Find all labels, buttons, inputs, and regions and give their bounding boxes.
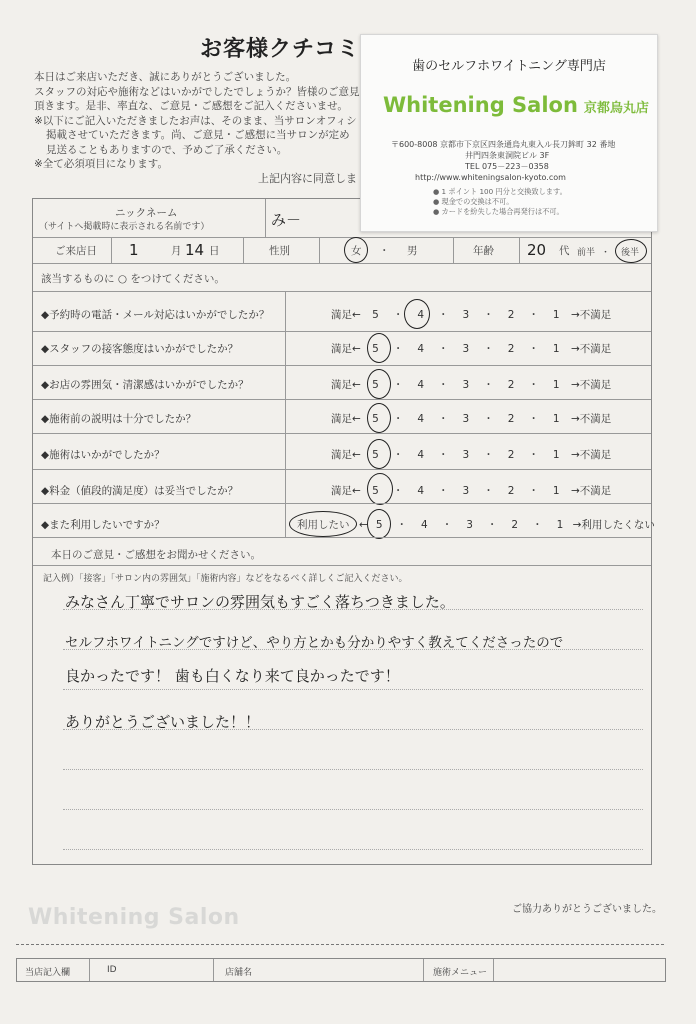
selected-circle	[367, 333, 391, 363]
question-1: ◆予約時の電話・メール対応はいかがでしたか？	[41, 309, 270, 321]
rating-scale: 満足← 5 ・ 4 ・ 3 ・ 2 ・ 1 →不満足	[331, 343, 612, 355]
note-line: ● 現金での交換は不可。	[433, 197, 514, 206]
cut-line	[16, 944, 664, 945]
menu-label: 施術メニュー	[433, 968, 488, 978]
age-unit: 代	[559, 245, 570, 257]
comment-header: 本日のご意見・ご感想をお聞かせください。	[51, 549, 261, 561]
selected-circle	[344, 237, 368, 263]
question-7: ◆また利用したいですか？	[41, 519, 165, 531]
visit-month: 1	[129, 241, 139, 259]
card-logo	[383, 93, 649, 117]
address-line: TEL 075－223－0358	[465, 162, 549, 171]
question-6: ◆料金（値段的満足度）は妥当でしたか？	[41, 485, 239, 497]
question-3: ◆お店の雰囲気・清潔感はいかがでしたか？	[41, 379, 249, 391]
comment-line: みなさん丁寧でサロンの雰囲気もすごく落ちつきました。	[65, 593, 455, 611]
question-2: ◆スタッフの接客態度はいかがでしたか？	[41, 343, 239, 355]
survey-form: ニックネーム （サイトへ掲載時に表示される名前です） み－ ご来店日 1 月 14 日 性別 女 ・ 男 年齢 20 代 前半 ・ 後半 該当するものに ○ をつけてください。 ◆予約時の電話・メール対応はいかがでしたか？ 満足← 5 ・ 4 ・ 3 ・ 2 ・ 1 →不満足 ◆スタッフの接客態度はいかがでしたか？ 満足← 5 ・ 4 ・ 3 ・ 2 ・ 1 →不満足 ◆お店の雰囲気・清潔感はいかがでしたか？ 満足← 5 ・ 4 ・ 3 ・ 2 ・ 1 →不満足 ◆施術前の説明は十分でしたか？ 満足← 5 ・ 4 ・ 3 ・ 2 ・ 1 →不満足 ◆施術はいかがでしたか？ 満足← 5 ・ 4 ・ 3 ・ 2 ・ 1 →不満足 ◆料金（値段的満足度）は妥当でしたか？ 満足← 5 ・ 4 ・ 3 ・ 2 ・ 1 →不満足 ◆また利用したいですか？ 利用したい ← 5 ・ 4 ・ 3 ・ 2 ・ 1 →利用したくない 本日のご意見・ご感想をお聞かせください。 記入例）「接客」「サロン内の雰囲気」「施術内容」などをなるべく詳しくご記入ください。 みなさん丁寧でサロンの雰囲気もすごく落ちつきました。 セルフホワイトニングですけど、やり方とかも分かりやすく教えてくださったので 良かったです！ 歯も白くなり来て良かったです！ ありがとうございました！！	[32, 198, 652, 865]
selected-circle	[367, 509, 391, 539]
visit-label: ご来店日	[55, 245, 97, 257]
intro-line: スタッフの対応や施術などはいかがでしたでしょうか？皆様のご意見	[34, 85, 360, 98]
visit-day: 14	[185, 241, 205, 259]
address-line: 〒600-8008 京都市下京区四条通烏丸東入ル長刀鉾町 32 番地	[391, 140, 616, 149]
address-line: 井門四条東洞院ビル 3F	[465, 151, 550, 160]
id-label: ID	[107, 965, 117, 975]
instruction: 該当するものに ○ をつけてください。	[41, 273, 225, 285]
gender-male: 男	[407, 245, 418, 257]
comment-line: セルフホワイトニングですけど、やり方とかも分かりやすく教えてくださったので	[65, 635, 564, 651]
intro-line: ※全て必須項目になります。	[34, 158, 168, 170]
day-unit: 日	[209, 245, 220, 257]
intro-line: 掲載させていただきます。尚、ご意見・ご感想に当サロンが定め	[46, 129, 350, 141]
address-line: http://www.whiteningsalon-kyoto.com	[415, 173, 566, 182]
intro-line: 見送ることもありますので、予めご了承ください。	[46, 143, 288, 156]
rating-scale: ← 5 ・ 4 ・ 3 ・ 2 ・ 1 →利用したくない	[359, 519, 655, 531]
selected-circle	[289, 511, 357, 537]
note-line: ● 1 ポイント 100 円分と交換致します。	[433, 187, 567, 196]
gender-label: 性別	[269, 245, 290, 257]
intro-text	[34, 70, 364, 172]
comment-line: ありがとうございました！！	[65, 713, 261, 731]
nickname-value: み－	[271, 211, 302, 229]
month-unit: 月	[171, 245, 182, 257]
footer-logo: Whitening Salon	[28, 905, 240, 930]
question-5: ◆施術はいかがでしたか？	[41, 449, 165, 461]
card-title: 歯のセルフホワイトニング専門店	[412, 59, 606, 74]
intro-line: 本日はご来店いただき、誠にありがとうございました。	[34, 71, 297, 83]
intro-line: ※以下にご記入いただきましたお声は、そのまま、当サロンオフィシ	[34, 114, 357, 127]
age-second-half: 後半	[621, 248, 640, 258]
note-line: ● カードを紛失した場合再発行は不可。	[433, 207, 564, 216]
selected-circle	[367, 439, 391, 469]
selected-circle	[367, 473, 393, 505]
card-notes	[433, 187, 567, 217]
comment-line: 良かったです！ 歯も白くなり来て良かったです！	[65, 667, 400, 685]
rating-scale: 満足← 5 ・ 4 ・ 3 ・ 2 ・ 1 →不満足	[331, 413, 612, 425]
use-again-label: 利用したい	[297, 519, 350, 531]
rating-scale: 満足← 5 ・ 4 ・ 3 ・ 2 ・ 1 →不満足	[331, 309, 612, 321]
agree-text: 上記内容に同意しま	[258, 172, 357, 185]
shop-entry-table	[16, 958, 666, 982]
form-title: お客様クチコミ	[199, 37, 361, 62]
card-address	[391, 139, 641, 183]
store-label: 店舗名	[225, 968, 253, 978]
selected-circle	[367, 403, 391, 433]
branch-name: 京都烏丸店	[583, 101, 649, 116]
rating-scale: 満足← 5 ・ 4 ・ 3 ・ 2 ・ 1 →不満足	[331, 449, 612, 461]
rating-scale: 満足← 5 ・ 4 ・ 3 ・ 2 ・ 1 →不満足	[331, 485, 612, 497]
question-4: ◆施術前の説明は十分でしたか？	[41, 413, 197, 425]
shop-entry-label: 当店記入欄	[25, 968, 71, 978]
selected-circle	[404, 299, 430, 329]
comment-example: 記入例）「接客」「サロン内の雰囲気」「施術内容」などをなるべく詳しくご記入ください。	[43, 574, 408, 584]
age-value: 20	[527, 241, 547, 259]
business-card	[360, 34, 658, 232]
nickname-label: ニックネーム	[115, 207, 178, 219]
selected-circle	[367, 369, 391, 399]
age-first-half: 前半	[577, 248, 596, 258]
nickname-sub: （サイトへ掲載時に表示される名前です）	[39, 222, 210, 232]
brand-logo: Whitening Salon	[383, 93, 578, 117]
selected-circle	[615, 239, 647, 263]
age-label: 年齢	[473, 245, 494, 257]
rating-scale: 満足← 5 ・ 4 ・ 3 ・ 2 ・ 1 →不満足	[331, 379, 612, 391]
thanks-text: ご協力ありがとうございました。	[512, 904, 662, 915]
intro-line: 頂きます。是非、率直な、ご意見・ご感想をご記入くださいませ。	[34, 100, 348, 112]
gender-female: 女	[351, 245, 362, 257]
